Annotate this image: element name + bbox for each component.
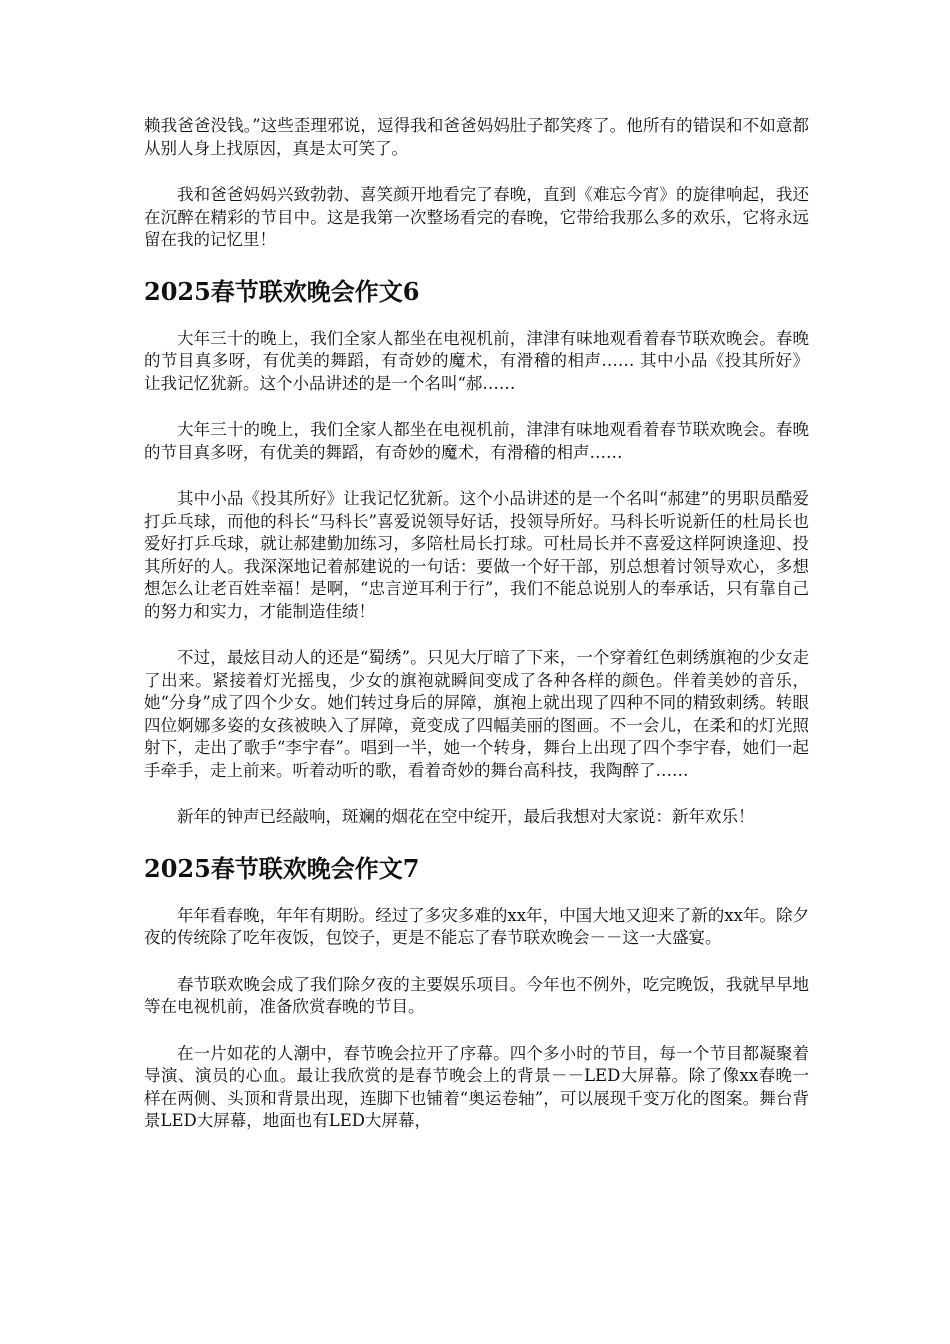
paragraph: 春节联欢晚会成了我们除夕夜的主要娱乐项目。今年也不例外，吃完晚饭，我就早早地等在电视机前，准备欣赏春晚的节目。 bbox=[144, 974, 809, 1016]
paragraph: 其中小品《投其所好》让我记忆犹新。这个小品讲述的是一个名叫“郝建”的男职员酷爱打乒乓球，而他的科长“马科长”喜爱说领导好话，投领导所好。马科长听说新任的杜局长也爱好打乒乓球，就让郝建勤加练习，多陪杜局长打球。可杜局长并不喜爱这样阿谀逢迎、投其所好的人。我深深地记着郝建说的一句话：要做一个好干部，别总想着讨领导欢心，多想想怎么让老百姓幸福！是啊，“忠言逆耳利于行”，我们不能总说别人的奉承话，只有靠自己的努力和实力，才能制造佳绩！ bbox=[144, 489, 809, 621]
paragraph: 年年看春晚，年年有期盼。经过了多灾多难的xx年，中国大地又迎来了新的xx年。除夕夜的传统除了吃年夜饭，包饺子，更是不能忘了春节联欢晚会－－这一大盛宴。 bbox=[144, 905, 809, 947]
paragraph: 赖我爸爸没钱。”这些歪理邪说，逗得我和爸爸妈妈肚子都笑疼了。他所有的错误和不如意都从别人身上找原因，真是太可笑了。 bbox=[144, 116, 809, 158]
paragraph: 新年的钟声已经敲响，斑斓的烟花在空中绽开，最后我想对大家说：新年欢乐！ bbox=[177, 807, 755, 826]
section-heading: 2025春节联欢晚会作文6 bbox=[144, 276, 420, 306]
paragraph: 大年三十的晚上，我们全家人都坐在电视机前，津津有味地观看着春节联欢晚会。春晚的节目真多呀，有优美的舞蹈，有奇妙的魔术，有滑稽的相声…… 其中小品《投其所好》让我记忆犹新。这个小品讲述的是一个名叫“郝…… bbox=[144, 328, 809, 393]
paragraph: 我和爸爸妈妈兴致勃勃、喜笑颜开地看完了春晚，直到《难忘今宵》的旋律响起，我还在沉醉在精彩的节目中。这是我第一次整场看完的春晚，它带给我那么多的欢乐，它将永远留在我的记忆里！ bbox=[144, 185, 809, 249]
paragraph: 大年三十的晚上，我们全家人都坐在电视机前，津津有味地观看着春节联欢晚会。春晚的节目真多呀，有优美的舞蹈，有奇妙的魔术，有滑稽的相声…… bbox=[144, 420, 809, 462]
section-heading: 2025春节联欢晚会作文7 bbox=[144, 853, 420, 883]
paragraph: 在一片如花的人潮中，春节晚会拉开了序幕。四个多小时的节目，每一个节目都凝聚着导演、演员的心血。最让我欣赏的是春节晚会上的背景－－LED大屏幕。除了像xx春晚一样在两侧、头顶和背景出现，连脚下也铺着“奥运卷轴”，可以展现千变万化的图案。舞台背景LED大屏幕，地面也有LED大屏幕， bbox=[144, 1043, 809, 1130]
paragraph: 不过，最炫目动人的还是“蜀绣”。只见大厅暗了下来，一个穿着红色刺绣旗袍的少女走了出来。紧接着灯光摇曳，少女的旗袍就瞬间变成了各种各样的颜色。伴着美妙的音乐，她“分身”成了四个少女。她们转过身后的屏障，旗袍上就出现了四种不同的精致刺绣。转眼四位婀娜多姿的女孩被映入了屏障，竟变成了四幅美丽的图画。不一会儿，在柔和的灯光照射下，走出了歌手“李宇春”。唱到一半，她一个转身，舞台上出现了四个李宇春，她们一起手牵手，走上前来。听着动听的歌，看着奇妙的舞台高科技，我陶醉了…… bbox=[144, 648, 809, 780]
document-body bbox=[144, 115, 809, 1157]
